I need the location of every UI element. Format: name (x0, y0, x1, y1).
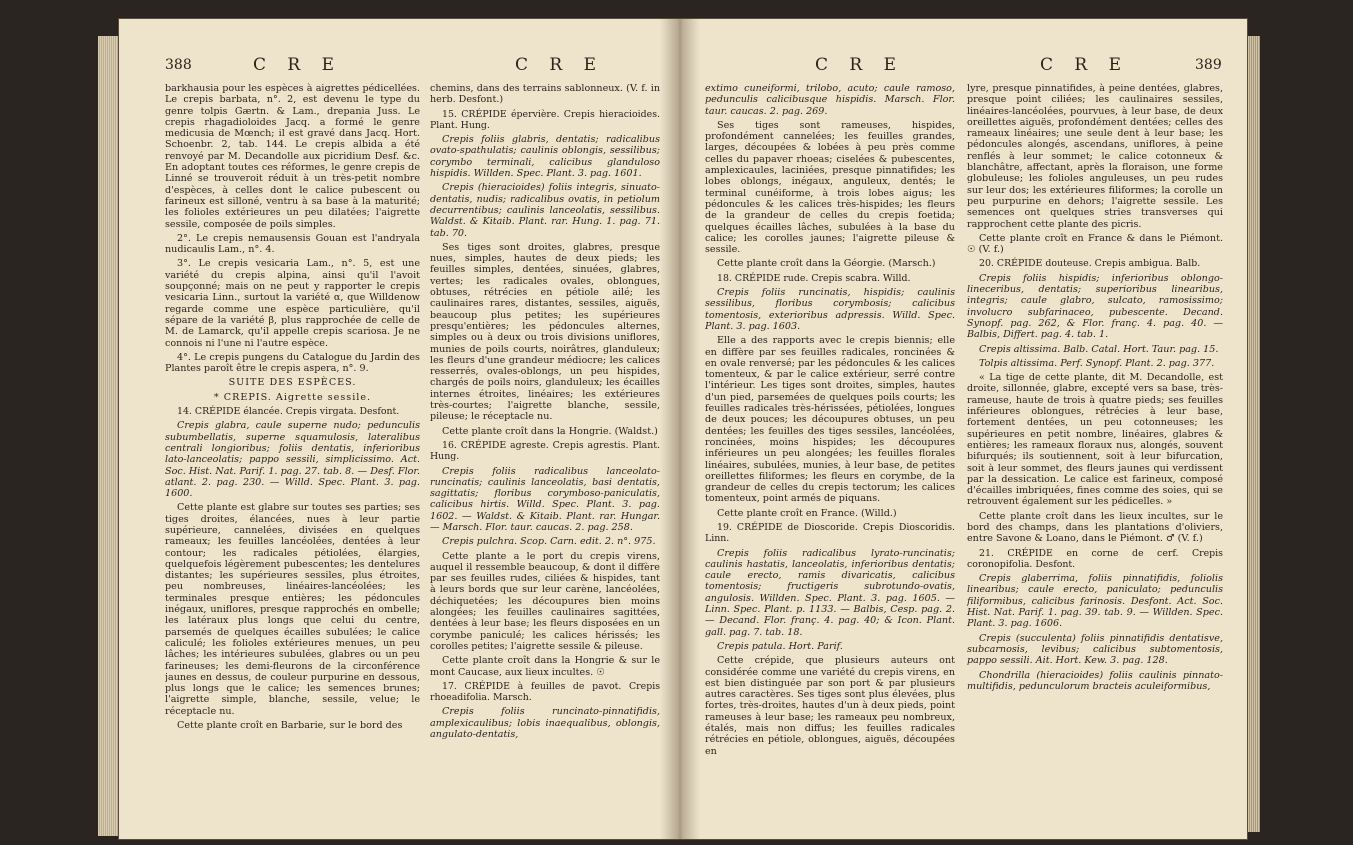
synonym: Crepis (succulenta) foliis pinnatifidis dentatisve, subcarnosis, levibus; calicibus subtomentosis, pappo sessili. Ait. Hort. Kew. 3. pag. 128. (967, 632, 1223, 667)
running-head: C R E (1040, 55, 1130, 75)
paragraph: Cette plante croît dans la Géorgie. (Marsch.) (717, 258, 936, 270)
paragraph: Cette plante croît dans les lieux incultes, sur le bord des champs, dans les plantations d'oliviers, entre Savone & Loano, dans le Piémont. ♂ (V. f.) (967, 510, 1223, 545)
paragraph: Cette plante croît dans la Hongrie & sur le mont Caucase, aux lieux incultes. ☉ (430, 655, 660, 678)
latin-description: Crepis foliis runcinatis, hispidis; caulinis sessilibus, floribus corymbosis; calicibus tomentosis, exterioribus adpressis. Willd. Spec. Plant. 3. pag. 1603. (705, 287, 955, 332)
page-number: 388 (165, 57, 192, 73)
text-column-right (430, 83, 660, 823)
species-entry-heading: 19. CRÉPIDE de Dioscoride. Crepis Dioscoridis. Linn. (705, 521, 955, 545)
running-head: C R E (515, 55, 605, 75)
book-page-edges-right (1246, 36, 1260, 832)
synonym: Tolpis altissima. Perf. Synopf. Plant. 2. pag. 377. (979, 357, 1215, 369)
running-head: C R E (253, 55, 343, 75)
latin-description: Crepis glabra, caule superne nudo; pedunculis subumbellatis, superne squamulosis, lateralibus centrali longioribus; foliis dentatis, inferioribus lato-lanceolatis; pappo sessili, simplicissimo. Act. Soc. Hist. Nat. Parif. 1. pag. 27. tab. 8. — Desf. Flor. atlant. 2. pag. 230. — Willd. Spec. Plant. 3. pag. 1600. (165, 420, 420, 500)
paragraph: 4°. Le crepis pungens du Catalogue du Jardin des Plantes paroît être le crepis aspera, n°. 9. (165, 351, 420, 375)
book-gutter (660, 18, 700, 840)
paragraph: lyre, presque pinnatifides, à peine dentées, glabres, presque point ciliées; les caulinaires sessiles, linéaires-lancéolées, pourvues, à leur base, de deux oreillettes aiguës, profondément dentées; celles des rameaux linéaires; une seule dent à leur base; les pédoncules alongés, ascendans, uniflores, à peine renflés à leur sommet; le calice cotonneux & blanchâtre, affectant, après la floraison, une forme globuleuse; les folioles anguleuses, un peu rudes sur leur dos; les extérieures filiformes; la corolle un peu purpurine en dehors; l'aigrette sessile. Les semences ont quelques stries transverses qui rapprochent cette plante des picris. (967, 83, 1223, 230)
quotation: « La tige de cette plante, dit M. Decandolle, est droite, sillonnée, glabre, excepté vers sa base, très-rameuse, haute de trois à quatre pieds; ses feuilles inférieures oblongues, rétrécies à leur base, fortement dentées, un peu cotonneuses; les supérieures en petit nombre, linéaires, glabres & entières; les rameaux floraux nus, alongés, souvent bifurqués; ils soutiennent, soit à leur bifurcation, soit à leur sommet, des fleurs jaunes qui verdissent par la dessication. Le calice est farineux, composé d'écailles imbriquées, fines comme des soies, qui se retrouvent également sur les pédicelles. » (967, 372, 1223, 508)
latin-description: Crepis foliis radicalibus lyrato-runcinatis; caulinis hastatis, lanceolatis, inferioribus dentatis; caule erecto, ramis divaricatis, calicibus tomentosis; fructigeris subrotundo-ovatis, angulosis. Willden. Spec. Plant. 3. pag. 1605. — Linn. Spec. Plant. p. 1133. — Balbis, Cesp. pag. 2. — Decand. Flor. franç. 4. pag. 40; & Icon. Plant. gall. pag. 7. tab. 18. (705, 547, 955, 638)
paragraph: Cette plante a le port du crepis virens, auquel il ressemble beaucoup, & dont il diffère par ses feuilles rudes, ciliées & hispides, tant à leurs bords que sur leur carène, lancéolées, déchiquetées; les découpures bien moins alongées; les feuilles caulinaires sagittées, dentées à leur base; les fleurs disposées en un corymbe paniculé; les calices hérissés; les corolles petites; l'aigrette sessile & pileuse. (430, 550, 660, 652)
latin-description: Crepis foliis glabris, dentatis; radicalibus ovato-spathulatis; caulinis oblongis, sessilibus; corymbo terminali, calicibus glanduloso hispidis. Willden. Spec. Plant. 3. pag. 1601. (430, 134, 660, 180)
paragraph: Elle a des rapports avec le crepis biennis; elle en diffère par ses feuilles radicales, roncinées & en ovale renversé; par les pédoncules & les calices tomenteux, & par le calice extérieur, serré contre l'intérieur. Les tiges sont droites, simples, hautes d'un pied, parsemées de quelques poils courts; les feuilles radicales très-hérissées, pétiolées, longues de deux pouces; les découpures obtuses, un peu dentées; les feuilles des tiges sessiles, lancéolées, roncinées, moins hispides; les découpures inférieures un peu alongées; les feuilles florales linéaires, subulées, munies, à leur base, de petites oreillettes filiformes; les fleurs en corymbe, de la grandeur de celles du crepis tectorum; les calices tomenteux, point armés de piquans. (705, 335, 955, 505)
paragraph: Cette plante croît dans la Hongrie. (Waldst.) (442, 425, 658, 437)
synonym: Crepis altissima. Balb. Catal. Hort. Taur. pag. 15. (979, 343, 1219, 355)
paragraph: Ses tiges sont droites, glabres, presque nues, simples, hautes de deux pieds; les feuilles simples, dentées, sinuées, glabres, vertes; les radicales ovales, oblongues, obtuses, rétrécies en pétiole ailé; les caulinaires rares, distantes, sessiles, aiguës, beaucoup plus petites; les supérieures presqu'entières; les pédoncules alternes, simples ou à deux ou trois divisions uniflores, munies de poils courts, noirâtres, glanduleux; les fleurs d'une grandeur médiocre; les calices resserrés, ovales-oblongs, un peu hispides, chargés de poils noirs, glanduleux; les écailles internes étroites, linéaires; les extérieures très-courtes; l'aigrette blanche, sessile, pileuse; le réceptacle nu. (430, 241, 660, 423)
species-entry-heading: 16. CRÉPIDE agreste. Crepis agrestis. Plant. Hung. (430, 439, 660, 463)
paragraph: Cette plante croît en France & dans le Piémont. ☉ (V. f.) (967, 232, 1223, 256)
paragraph: 3°. Le crepis vesicaria Lam., n°. 5, est une variété du crepis alpina, ainsi qu'il l'avoit soupçonné; mais on ne peut y rapporter le crepis vesicaria Linn., surtout la variété α, que Willdenow regarde comme une espèce particulière, qu'il sépare de la variété β, plus rapprochée de celle de M. de Lamarck, qu'il appelle crepis scariosa. Je ne connois ni l'une ni l'autre espèce. (165, 258, 420, 349)
right-page (705, 55, 1233, 825)
synonym: Crepis patula. Hort. Parif. (717, 640, 843, 652)
latin-description: extimo cuneiformi, trilobo, acuto; caule ramoso, pedunculis calicibusque hispidis. Marsch. Flor. taur. caucas. 2. pag. 269. (705, 83, 955, 117)
paragraph: Cette crépide, que plusieurs auteurs ont considérée comme une variété du crepis virens, en est bien distinguée par son port & par plusieurs autres caractères. Ses tiges sont plus élevées, plus fortes, très-droites, hautes d'un à deux pieds, point rameuses à leur base; les rameaux peu nombreux, étalés, mais non diffus; les feuilles radicales rétrécies en pétiole, oblongues, aiguës, découpées en (705, 655, 955, 757)
paragraph: Cette plante est glabre sur toutes ses parties; ses tiges droites, élancées, nues à leur partie supérieure, cannelées, divisées en quelques rameaux; les feuilles lancéolées, dentées à leur contour; les radicales pétiolées, élargies, quelquefois légèrement pubescentes; les dentelures distantes; les supérieures sessiles, plus étroites, peu nombreuses, linéaires-lancéolées; les terminales presque entières; les pédoncules inégaux, uniflores, presque rapprochés en ombelle; les latéraux plus longs que celui du centre, parsemés de quelques écailles subulées; le calice caliculé; les folioles extérieures menues, un peu lâches; les intérieures subulées, glabres ou un peu farineuses; les demi-fleurons de la circonférence jaunes en dessus, de couleur purpurine en dessous, plus longs que le calice; les semences brunes; l'aigrette simple, blanche, sessile, velue; le réceptacle nu. (165, 502, 420, 717)
paragraph: Ses tiges sont rameuses, hispides, profondément cannelées; les feuilles grandes, larges, découpées & lobées à peu près comme celles du papaver rhoeas; ciselées & pubescentes, amplexicaules, laciniées, presque pinnatifides; les lobes oblongs, inégaux, anguleux, dentés; le terminal cunéiforme, à trois lobes aigus; les pédoncules & les calices très-hispides; les fleurs de la grandeur de celles du crepis foetida; quelques écailles lâches, subulées à la base du calice; les corolles jaunes; l'aigrette pileuse & sessile. (705, 119, 955, 256)
species-entry-heading: 17. CRÉPIDE à feuilles de pavot. Crepis rhoeadifolia. Marsch. (430, 680, 660, 704)
synonym: Chondrilla (hieracioides) foliis caulinis pinnato-multifidis, pedunculorum bracteis aculeiformibus, (967, 669, 1223, 692)
species-entry-heading: 15. CRÉPIDE épervière. Crepis hieracioides. Plant. Hung. (430, 108, 660, 131)
species-entry-heading: 14. CRÉPIDE élancée. Crepis virgata. Desfont. (177, 406, 400, 418)
latin-description: Crepis (hieracioides) foliis integris, sinuato-dentatis, nudis; radicalibus ovatis, in petiolum decurrentibus; caulinis lanceolatis, sessilibus. Waldst. & Kitaib. Plant. rar. Hung. 1. pag. 71. tab. 70. (430, 182, 660, 239)
paragraph: barkhausia pour les espèces à aigrettes pédicellées. Le crepis barbata, n°. 2, est devenu le type du genre tolpis Gærtn. & Lam., drepania Juss. Le crepis rhagadioloides Jacq. a formé le genre medicusia de Mœnch; il est gravé dans Jacq. Hort. Schoenbr. 2, tab. 144. Le crepis albida a été renvoyé par M. Decandolle aux picridium Desf. &c. En adoptant toutes ces réformes, le genre crepis de Linné se trouveroit réduit à un très-petit nombre d'espèces, à celles dont le calice pubescent ou farineux est silloné, ventru à sa base à la maturité; les folioles extérieures un peu dilatées; l'aigrette sessile, composée de poils simples. (165, 83, 420, 230)
latin-description: Crepis foliis hispidis; inferioribus oblongo-lineceribus, dentatis; superioribus linearibus, integris; caule glabro, sulcato, ramosissimo; involucro subfarinaceo, pubescente. Decand. Synopf. pag. 262, & Flor. franç. 4. pag. 40. — Balbis, Differt. pag. 4. tab. 1. (967, 272, 1223, 341)
species-entry-heading: 20. CRÉPIDE douteuse. Crepis ambigua. Balb. (979, 258, 1201, 270)
book-page-edges-left (98, 36, 120, 836)
page-number: 389 (1195, 57, 1222, 73)
text-column-left (165, 83, 420, 823)
paragraph: Cette plante croît en Barbarie, sur le bord des (177, 720, 403, 732)
text-column-right (967, 83, 1223, 823)
species-entry-heading: 18. CRÉPIDE rude. Crepis scabra. Willd. (717, 272, 911, 284)
latin-description: Crepis foliis runcinato-pinnatifidis, amplexicaulibus; lobis inaequalibus, oblongis, angulato-dentatis, (430, 706, 660, 741)
species-entry-heading: 21. CRÉPIDE en corne de cerf. Crepis coronopifolia. Desfont. (967, 547, 1223, 570)
section-heading: SUITE DES ESPÈCES. (228, 377, 357, 389)
latin-description: Crepis glaberrima, foliis pinnatifidis, foliolis linearibus; caule erecto, paniculato; pedunculis filiformibus, calicibus farinosis. Desfont. Act. Soc. Hist. Nat. Parif. 1. pag. 39. tab. 9. — Willden. Spec. Plant. 3. pag. 1606. (967, 573, 1223, 630)
genre-heading: * CREPIS. Aigrette sessile. (213, 391, 372, 403)
text-column-left (705, 83, 955, 823)
latin-description: Crepis foliis radicalibus lanceolato-runcinatis; caulinis lanceolatis, basi dentatis, sagittatis; floribus corymboso-paniculatis, calicibus hirtis. Willd. Spec. Plant. 3. pag. 1602. — Waldst. & Kitaib. Plant. rar. Hungar. — Marsch. Flor. taur. caucas. 2. pag. 258. (430, 465, 660, 533)
paragraph: Cette plante croît en France. (Willd.) (717, 507, 897, 519)
left-page (165, 55, 665, 825)
paragraph: 2°. Le crepis nemausensis Gouan est l'andryala nudicaulis Lam., n°. 4. (165, 232, 420, 256)
synonym: Crepis pulchra. Scop. Carn. edit. 2. n°. 975. (442, 536, 656, 548)
paragraph: chemins, dans des terrains sablonneux. (V. f. in herb. Desfont.) (430, 83, 660, 106)
running-head: C R E (815, 55, 905, 75)
